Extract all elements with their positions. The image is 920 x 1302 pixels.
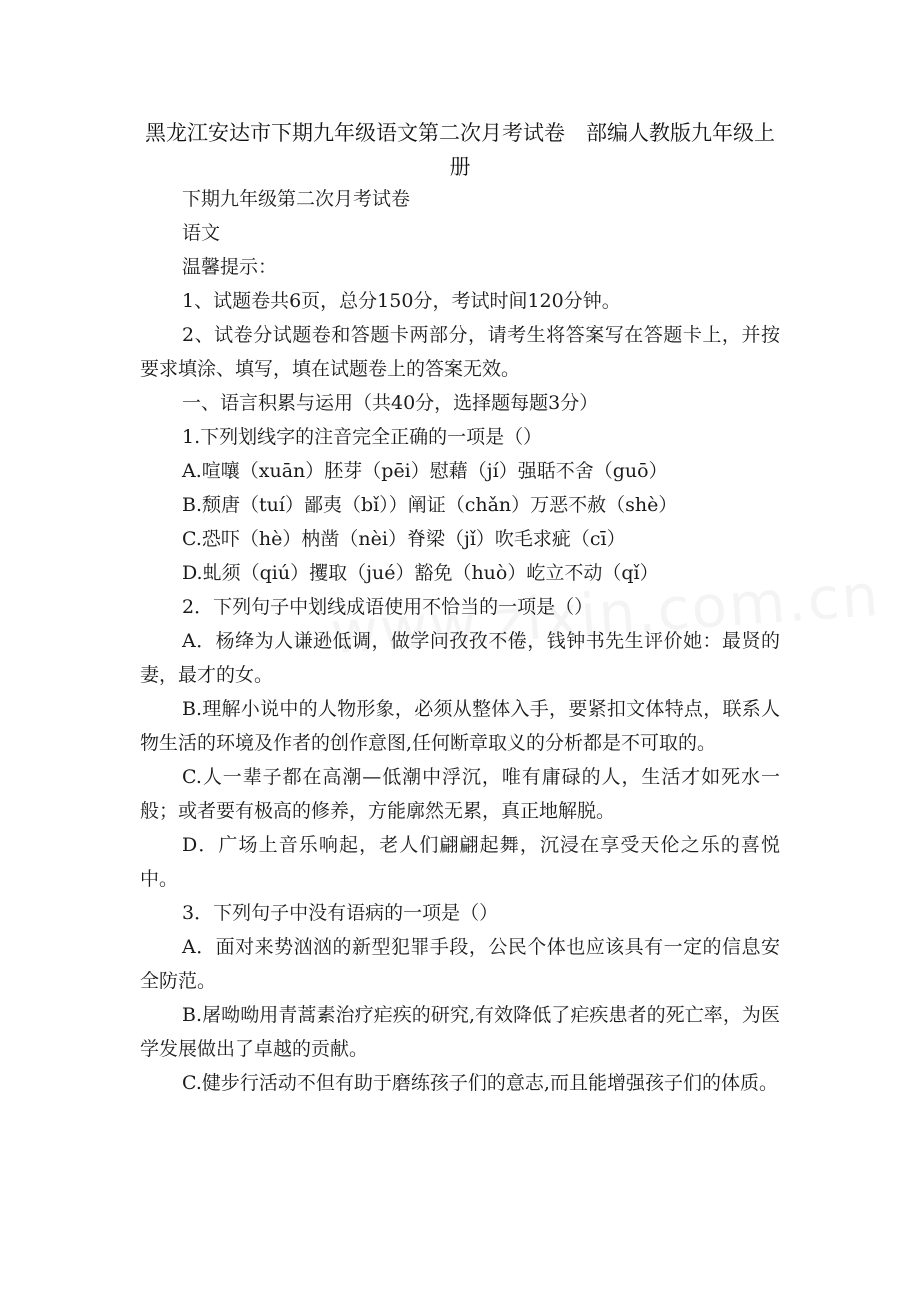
option: D．广场上音乐响起，老人们翩翩起舞，沉浸在享受天伦之乐的喜悦中。 <box>140 834 780 890</box>
option: A.喧嚷（xuān）胚芽（pēi）慰藉（jí）强聒不舍（guō） <box>182 460 668 482</box>
question: 2．下列句子中划线成语使用不恰当的一项是（） <box>182 596 594 618</box>
section-heading: 一、语言积累与运用（共40分，选择题每题3分） <box>182 392 599 414</box>
question: 1.下列划线字的注音完全正确的一项是（） <box>182 426 543 448</box>
option: B.理解小说中的人物形象，必须从整体入手，要紧扣文体特点，联系人物生活的环境及作者的创作意图,任何断章取义的分析都是不可取的。 <box>140 698 780 754</box>
option: C.健步行活动不但有助于磨练孩子们的意志,而且能增强孩子们的体质。 <box>182 1072 778 1094</box>
option: B.颓唐（tuí）鄙夷（bǐ））阐证（chǎn）万恶不赦（shè） <box>182 494 678 516</box>
paragraph: 2、试卷分试题卷和答题卡两部分，请考生将答案写在答题卡上，并按要求填涂、填写，填在试题卷上的答案无效。 <box>140 324 780 380</box>
option: A．面对来势汹汹的新型犯罪手段，公民个体也应该具有一定的信息安全防范。 <box>140 936 780 992</box>
option: C.人一辈子都在高潮—低潮中浮沉，唯有庸碌的人，生活才如死水一般；或者要有极高的修养，方能廓然无累，真正地解脱。 <box>140 766 780 822</box>
question: 3．下列句子中没有语病的一项是（） <box>182 902 499 924</box>
option: A．杨绛为人谦逊低调，做学问孜孜不倦，钱钟书先生评价她：最贤的妻，最才的女。 <box>140 630 780 686</box>
document-body <box>140 182 780 1100</box>
option: B.屠呦呦用青蒿素治疗疟疾的研究,有效降低了疟疾患者的死亡率，为医学发展做出了卓越的贡献。 <box>140 1004 780 1060</box>
paragraph: 语文 <box>182 222 221 244</box>
paragraph: 下期九年级第二次月考试卷 <box>182 188 411 210</box>
option: C.恐吓（hè）枘凿（nèi）脊梁（jǐ）吹毛求疵（cī） <box>182 528 626 550</box>
option: D.虬须（qiú）攫取（jué）豁免（huò）屹立不动（qǐ） <box>182 562 659 584</box>
paragraph: 温馨提示： <box>182 256 278 278</box>
document-title: 黑龙江安达市下期九年级语文第二次月考试卷 部编人教版九年级上册 <box>145 121 775 179</box>
paragraph: 1、试题卷共6页，总分150分，考试时间120分钟。 <box>182 290 621 312</box>
